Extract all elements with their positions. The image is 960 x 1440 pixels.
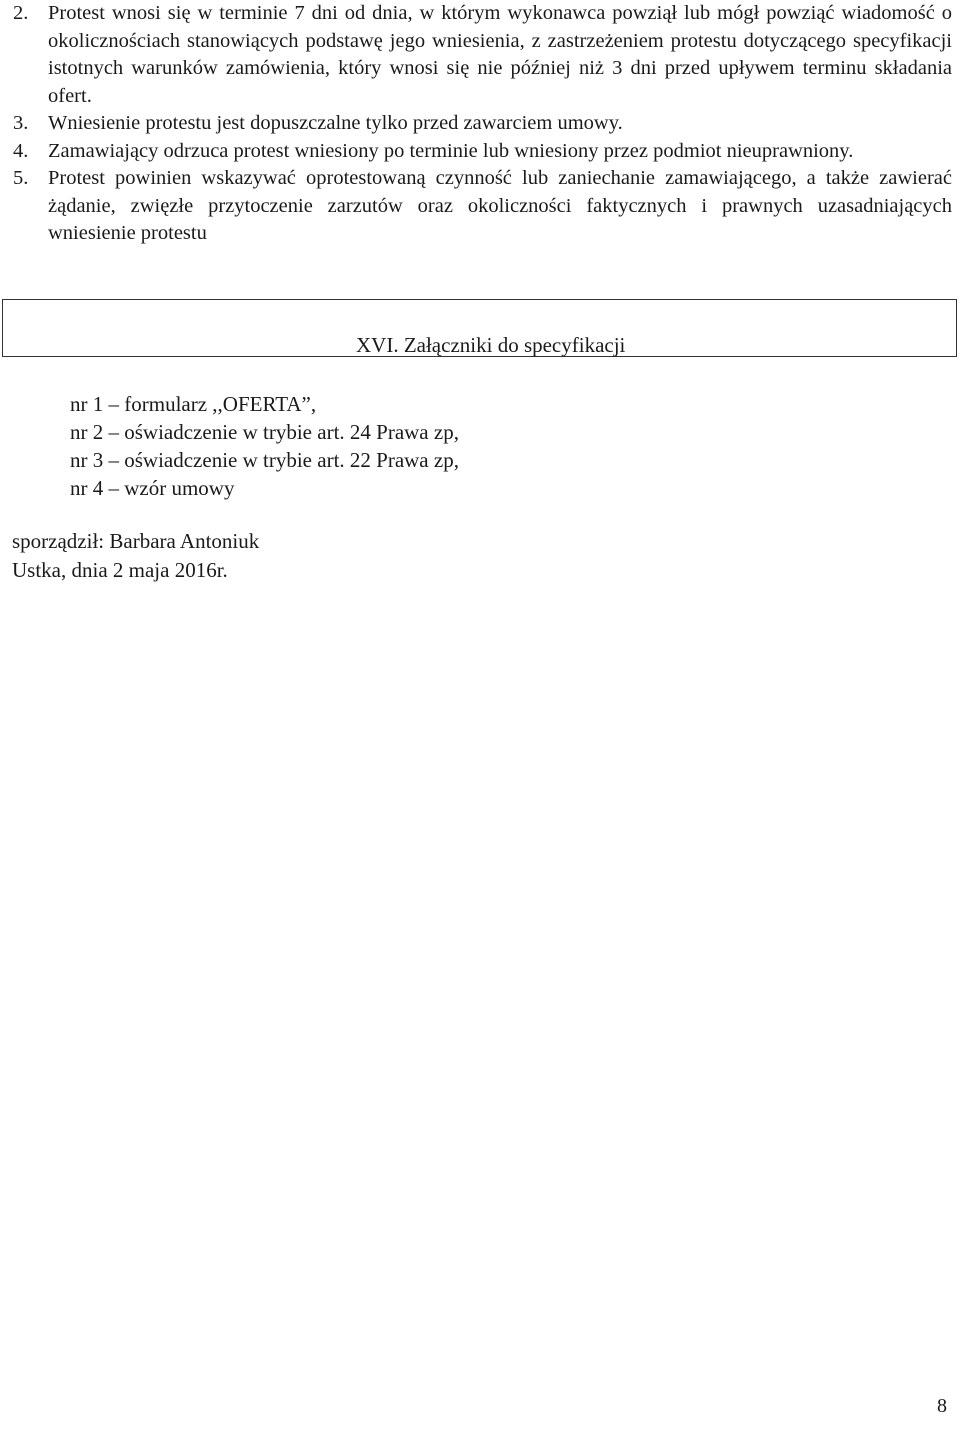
item-number: 4. [13,139,29,162]
list-item [0,110,952,138]
item-number: 5. [13,167,29,189]
protest-list [0,0,952,248]
item-text: Wniesienie protestu jest dopuszczalne tylko przed zawarciem umowy. [48,112,623,134]
attachments-list [70,390,459,502]
list-item [0,165,952,248]
attachment-item: nr 4 – wzór umowy [70,476,235,500]
list-item [0,0,952,110]
item-number: 3. [13,112,29,134]
section-title: XVI. Załączniki do specyfikacji [356,333,626,357]
item-text: Protest wnosi się w terminie 7 dni od dnia, w którym wykonawca powziął lub mógł powziąć wiadomość o okolicznościach stanowiących podstawę jego wniesienia, z zastrzeżeniem protestu dotyczącego specyfikacji istotnych warunków zamówienia, który wnosi się nie później niż 3 dni przed upływem terminu składania ofert. [48,2,952,107]
item-text: Zamawiający odrzuca protest wniesiony po terminie lub wniesiony przez podmiot nieuprawniony. [48,139,854,162]
attachment-item: nr 3 – oświadczenie w trybie art. 22 Prawa zp, [70,448,459,472]
item-text: Protest powinien wskazywać oprotestowaną czynność lub zaniechanie zamawiającego, a także zawierać żądanie, zwięzłe przytoczenie zarzutów oraz okoliczności faktycznych i prawnych uzasadniających wniesienie protestu [48,167,952,244]
prepared-by: sporządził: Barbara Antoniuk [12,529,260,553]
attachment-item: nr 1 – formularz ,,OFERTA”, [70,392,317,416]
page-number: 8 [937,1395,947,1417]
item-number: 2. [13,2,29,24]
signature-block [12,527,259,585]
list-item [0,138,952,166]
attachment-item: nr 2 – oświadczenie w trybie art. 24 Prawa zp, [70,420,459,444]
place-date: Ustka, dnia 2 maja 2016r. [12,558,228,582]
